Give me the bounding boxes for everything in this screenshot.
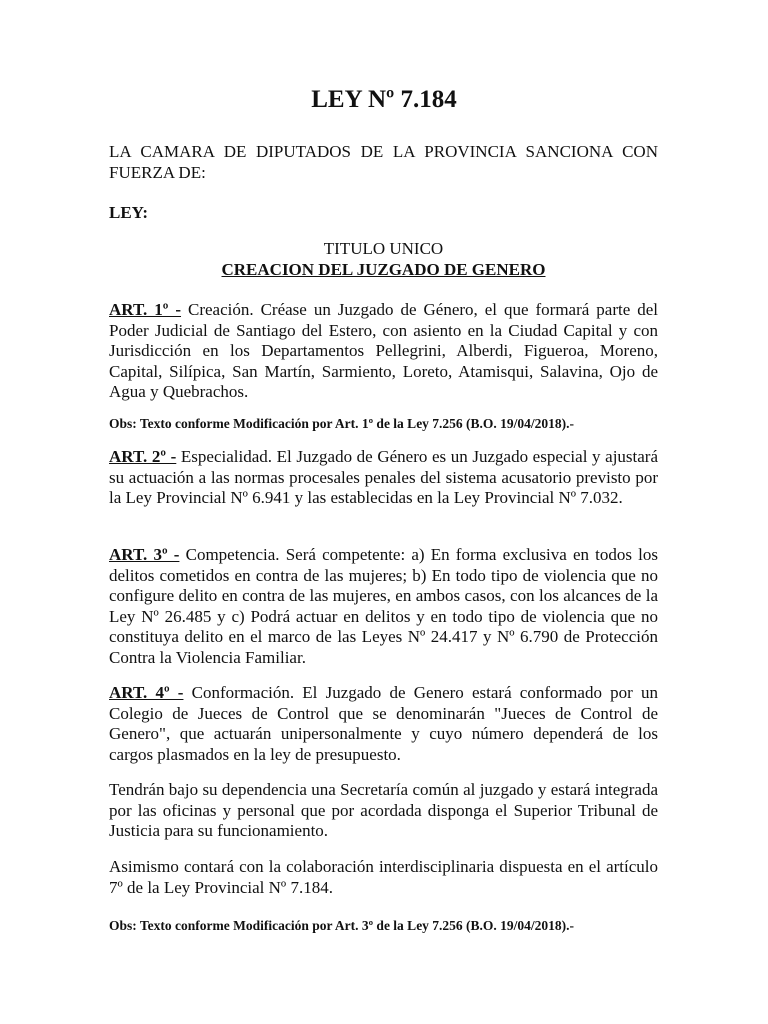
article-3-label: ART. 3º - (109, 545, 180, 564)
section-header (109, 239, 658, 280)
article-1 (109, 300, 658, 403)
article-1-text: Creación. Créase un Juzgado de Género, el que formará parte del Poder Judicial de Santiago del Estero, con asiento en la Ciudad Capital y con Jurisdicción en los Departamentos Pellegrini, Alberdi, Figueroa, Moreno, Capital, Silípica, San Martín, Sarmiento, Loreto, Atamisqui, Salavina, Ojo de Agua y Quebrachos. (109, 300, 659, 401)
preamble: LA CAMARA DE DIPUTADOS DE LA PROVINCIA SANCIONA CON FUERZA DE: (109, 142, 658, 182)
article-4 (109, 683, 658, 765)
paragraph-asimismo: Asimismo contará con la colaboración interdisciplinaria dispuesta en el artículo 7º de la Ley Provincial Nº 7.184. (109, 857, 658, 897)
article-3-text: Competencia. Será competente: a) En forma exclusiva en todos los delitos cometidos en contra de las mujeres; b) En todo tipo de violencia que no configure delito en contra de las mujeres, en ambos casos, con los alcances de la Ley Nº 26.485 y c) Podrá actuar en delitos y en todo tipo de violencia que no constituya delito en el marco de las Leyes Nº 24.417 y Nº 6.790 de Protección Contra la Violencia Familiar. (109, 545, 659, 667)
section-heading: TITULO UNICO (323, 239, 444, 258)
article-1-label: ART. 1º - (109, 300, 182, 319)
observation-2: Obs: Texto conforme Modificación por Art. 3º de la Ley 7.256 (B.O. 19/04/2018).- (109, 918, 575, 933)
law-title: LEY Nº 7.184 (311, 86, 457, 113)
article-2 (109, 447, 658, 509)
section-subheading: CREACION DEL JUZGADO DE GENERO (221, 259, 546, 279)
article-4-label: ART. 4º - (109, 683, 184, 702)
article-2-label: ART. 2º - (109, 447, 177, 466)
article-2-text: Especialidad. El Juzgado de Género es un Juzgado especial y ajustará su actuación a las normas procesales penales del sistema acusatorio previsto por la Ley Provincial Nº 6.941 y las establecidas en la Ley Provincial Nº 7.032. (109, 447, 659, 507)
article-3 (109, 545, 658, 668)
observation-1: Obs: Texto conforme Modificación por Art. 1º de la Ley 7.256 (B.O. 19/04/2018).- (109, 416, 575, 431)
paragraph-secretaria: Tendrán bajo su dependencia una Secretaría común al juzgado y estará integrada por las oficinas y personal que por acordada disponga el Superior Tribunal de Justicia para su funcionamiento. (109, 780, 658, 840)
article-4-text: Conformación. El Juzgado de Genero estará conformado por un Colegio de Jueces de Control que se denominarán "Jueces de Control de Genero", que actuarán unipersonalmente y cuyo número dependerá de los cargos plasmados en la ley de presupuesto. (109, 683, 658, 764)
ley-label: LEY: (109, 203, 149, 222)
